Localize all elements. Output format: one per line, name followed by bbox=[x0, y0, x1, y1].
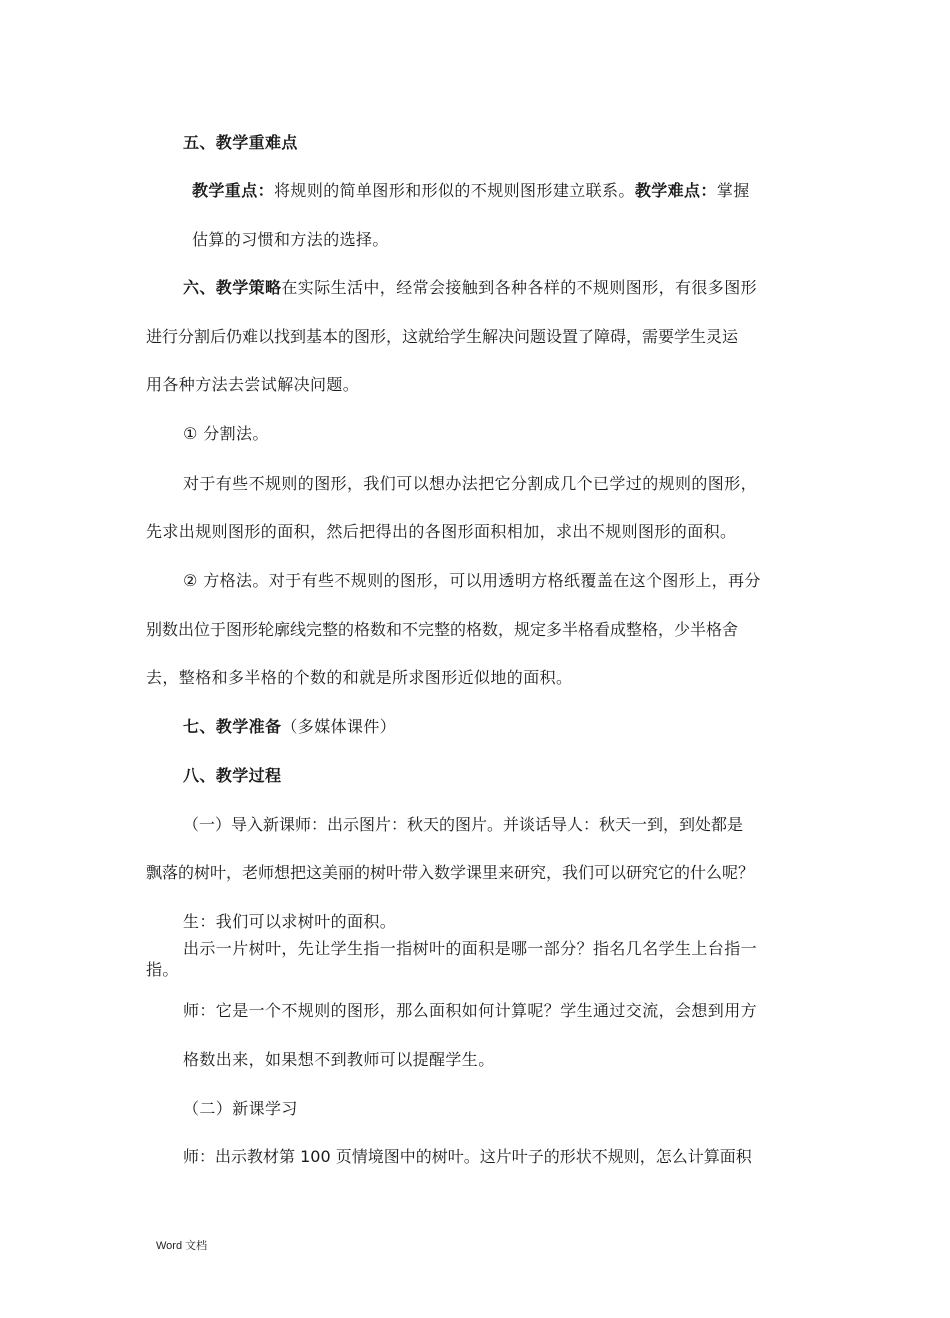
section-5-heading: 五、教学重难点 bbox=[183, 133, 298, 152]
intro-line-4: 指。 bbox=[146, 960, 179, 979]
section-7-heading: 七、教学准备 bbox=[183, 717, 282, 736]
section-7-line bbox=[183, 716, 396, 738]
teacher-line-1: 师：它是一个不规则的图形，那么面积如何计算呢？学生通过交流，会想到用方 bbox=[183, 1001, 758, 1020]
new-lesson-title: （二）新课学习 bbox=[183, 1099, 298, 1118]
method-1-title: ① 分割法。 bbox=[183, 424, 269, 443]
method-2-line-1: ② 方格法。对于有些不规则的图形，可以用透明方格纸覆盖在这个图形上，再分 bbox=[183, 571, 761, 590]
intro-line-1: （一）导入新课师：出示图片：秋天的图片。并谈话导人：秋天一到，到处都是 bbox=[183, 815, 744, 834]
section-8-heading: 八、教学过程 bbox=[183, 766, 282, 785]
new-lesson-line-1: 师：出示教材第 100 页情境图中的树叶。这片叶子的形状不规则，怎么计算面积 bbox=[183, 1147, 752, 1166]
section-6-text: 在实际生活中，经常会接触到各种各样的不规则图形，有很多图形 bbox=[281, 278, 758, 297]
intro-line-2: 飘落的树叶，老师想把这美丽的树叶带入数学课里来研究，我们可以研究它的什么呢？ bbox=[146, 863, 755, 882]
teaching-focus-line bbox=[192, 180, 750, 202]
method-2-line-3: 去，整格和多半格的个数的和就是所求图形近似地的面积。 bbox=[146, 668, 573, 687]
section-6-line-3: 用各种方法去尝试解决问题。 bbox=[146, 375, 360, 394]
intro-line-3: 出示一片树叶，先让学生指一指树叶的面积是哪一部分？指名几名学生上台指一 bbox=[183, 939, 758, 958]
difficulty-text-continued: 估算的习惯和方法的选择。 bbox=[192, 230, 389, 249]
section-7-note: （多媒体课件） bbox=[281, 717, 397, 736]
key-point-text: 将规则的简单图形和形似的不规则图形建立联系。 bbox=[274, 181, 635, 200]
teacher-line-2: 格数出来，如果想不到教师可以提醒学生。 bbox=[183, 1050, 495, 1069]
method-2-line-2: 别数出位于图形轮廓线完整的格数和不完整的格数，规定多半格看成整格，少半格舍 bbox=[146, 620, 739, 639]
student-answer: 生：我们可以求树叶的面积。 bbox=[183, 912, 397, 931]
key-point-label: 教学重点： bbox=[192, 181, 275, 200]
section-6-heading: 六、教学策略 bbox=[183, 278, 282, 297]
section-6-line-2: 进行分割后仍难以找到基本的图形，这就给学生解决问题设置了障碍，需要学生灵运 bbox=[146, 327, 739, 346]
method-1-line-2: 先求出规则图形的面积，然后把得出的各图形面积相加，求出不规则图形的面积。 bbox=[146, 522, 737, 541]
page-footer: Word 文档 bbox=[156, 1240, 208, 1252]
section-6-line-1 bbox=[183, 277, 757, 299]
method-1-line-1: 对于有些不规则的图形，我们可以想办法把它分割成几个已学过的规则的图形， bbox=[183, 474, 758, 493]
difficulty-text: 掌握 bbox=[716, 181, 750, 200]
difficulty-label: 教学难点： bbox=[634, 181, 717, 200]
